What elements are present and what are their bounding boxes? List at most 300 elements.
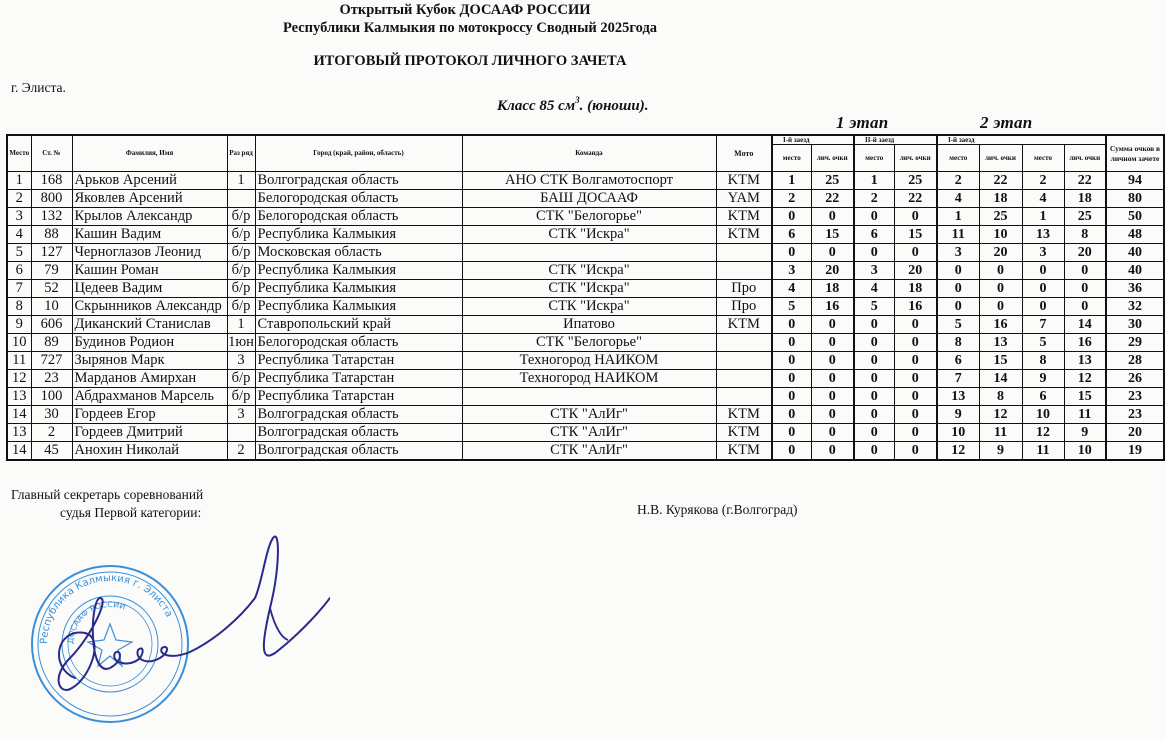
stage-2-label: 2 этап	[980, 113, 1033, 132]
row-total: 26	[1106, 370, 1164, 388]
protocol-title: ИТОГОВЫЙ ПРОТОКОЛ ЛИЧНОГО ЗАЧЕТА	[313, 53, 627, 69]
row-race-points: 13	[1064, 352, 1106, 370]
row-start-no: 800	[31, 190, 72, 208]
row-place: 14	[7, 442, 31, 461]
row-team: СТК "АлИг"	[462, 406, 716, 424]
row-race-points: 20	[894, 262, 937, 280]
row-place: 13	[7, 388, 31, 406]
row-city: Республика Татарстан	[255, 352, 462, 370]
row-race-place: 6	[1022, 388, 1064, 406]
row-race-points: 16	[1064, 334, 1106, 352]
row-race-points: 20	[979, 244, 1022, 262]
row-race-place: 0	[772, 316, 811, 334]
col-header-moto: Мото	[716, 135, 772, 172]
stamp-inner-text: ДОСААФ РОССИИ	[65, 599, 127, 645]
row-race-points: 9	[979, 442, 1022, 461]
row-race-place: 4	[772, 280, 811, 298]
row-race-points: 9	[1064, 424, 1106, 442]
row-place: 5	[7, 244, 31, 262]
row-race-points: 25	[894, 172, 937, 190]
row-race-place: 13	[937, 388, 979, 406]
row-team: СТК "АлИг"	[462, 442, 716, 461]
row-city: Московская область	[255, 244, 462, 262]
row-race-place: 0	[937, 298, 979, 316]
col-header-place: Место	[7, 135, 31, 172]
row-start-no: 2	[31, 424, 72, 442]
row-race-place: 3	[772, 262, 811, 280]
row-team: СТК "Искра"	[462, 298, 716, 316]
row-name: Гордеев Дмитрий	[72, 424, 227, 442]
row-name: Будинов Родион	[72, 334, 227, 352]
row-place: 9	[7, 316, 31, 334]
row-race-points: 11	[1064, 406, 1106, 424]
row-race-place: 0	[854, 370, 894, 388]
city-label: г. Элиста.	[11, 80, 66, 95]
row-race-place: 4	[1022, 190, 1064, 208]
row-race-place: 0	[1022, 298, 1064, 316]
row-city: Белогородская область	[255, 208, 462, 226]
row-race-place: 8	[1022, 352, 1064, 370]
row-race-place: 7	[1022, 316, 1064, 334]
row-start-no: 45	[31, 442, 72, 461]
table-row	[7, 442, 1164, 461]
row-total: 94	[1106, 172, 1164, 190]
table-row	[7, 262, 1164, 280]
row-team: СТК "Белогорье"	[462, 208, 716, 226]
row-rank: б/р	[227, 370, 255, 388]
row-start-no: 23	[31, 370, 72, 388]
row-rank: 3	[227, 352, 255, 370]
row-race-points: 18	[894, 280, 937, 298]
row-race-points: 0	[811, 370, 854, 388]
row-total: 20	[1106, 424, 1164, 442]
row-rank: б/р	[227, 298, 255, 316]
row-name: Скрынников Александр	[72, 298, 227, 316]
row-moto: KTM	[716, 208, 772, 226]
row-race-place: 0	[772, 334, 811, 352]
row-race-points: 0	[894, 352, 937, 370]
row-team: СТК "АлИг"	[462, 424, 716, 442]
row-team	[462, 388, 716, 406]
row-total: 40	[1106, 262, 1164, 280]
row-race-place: 2	[854, 190, 894, 208]
col-header-total: Сумма очков в личном зачете	[1106, 135, 1164, 172]
row-start-no: 727	[31, 352, 72, 370]
row-total: 48	[1106, 226, 1164, 244]
table-row	[7, 244, 1164, 262]
row-team: СТК "Искра"	[462, 280, 716, 298]
row-total: 50	[1106, 208, 1164, 226]
row-race-points: 15	[1064, 388, 1106, 406]
row-start-no: 79	[31, 262, 72, 280]
row-race-place: 6	[772, 226, 811, 244]
row-moto	[716, 244, 772, 262]
row-race-place: 3	[854, 262, 894, 280]
row-race-place: 11	[1022, 442, 1064, 461]
row-race-points: 22	[894, 190, 937, 208]
row-place: 4	[7, 226, 31, 244]
row-rank: б/р	[227, 226, 255, 244]
col-header-name: Фамилия, Имя	[72, 135, 227, 172]
row-total: 40	[1106, 244, 1164, 262]
row-team: АНО СТК Волгамотоспорт	[462, 172, 716, 190]
row-race-place: 0	[772, 442, 811, 461]
row-race-place: 0	[772, 424, 811, 442]
row-race-points: 16	[894, 298, 937, 316]
row-name: Кашин Вадим	[72, 226, 227, 244]
row-race-points: 0	[894, 424, 937, 442]
row-race-points: 0	[894, 208, 937, 226]
row-team: СТК "Искра"	[462, 226, 716, 244]
row-total: 19	[1106, 442, 1164, 461]
row-race-place: 0	[772, 370, 811, 388]
row-race-points: 15	[894, 226, 937, 244]
row-race-place: 0	[1022, 280, 1064, 298]
row-place: 1	[7, 172, 31, 190]
row-race-points: 0	[1064, 298, 1106, 316]
row-race-points: 0	[811, 388, 854, 406]
row-start-no: 10	[31, 298, 72, 316]
row-rank: б/р	[227, 262, 255, 280]
row-race-place: 3	[937, 244, 979, 262]
col-header-mesto: место	[772, 145, 811, 172]
row-race-place: 2	[1022, 172, 1064, 190]
row-race-place: 5	[1022, 334, 1064, 352]
row-rank: 1	[227, 316, 255, 334]
row-city: Волгоградская область	[255, 424, 462, 442]
row-race-points: 20	[811, 262, 854, 280]
col-header-race-1: I-й заезд	[772, 135, 854, 145]
row-name: Анохин Николай	[72, 442, 227, 461]
document-subtitle: Республики Калмыкия по мотокроссу Сводный 2025года	[282, 20, 658, 36]
row-race-place: 12	[1022, 424, 1064, 442]
row-start-no: 127	[31, 244, 72, 262]
row-team: СТК "Искра"	[462, 262, 716, 280]
class-suffix: . (юноши).	[579, 98, 649, 114]
secretary-title: Главный секретарь соревнований	[11, 487, 204, 502]
row-race-points: 0	[811, 406, 854, 424]
row-race-points: 0	[894, 388, 937, 406]
row-race-place: 9	[1022, 370, 1064, 388]
row-total: 30	[1106, 316, 1164, 334]
secretary-category: судья Первой категории:	[60, 505, 202, 520]
row-rank: б/р	[227, 244, 255, 262]
table-row	[7, 298, 1164, 316]
table-row	[7, 370, 1164, 388]
row-total: 23	[1106, 388, 1164, 406]
row-race-place: 0	[854, 388, 894, 406]
row-race-points: 0	[811, 208, 854, 226]
row-name: Цедеев Вадим	[72, 280, 227, 298]
row-race-place: 2	[937, 172, 979, 190]
row-place: 6	[7, 262, 31, 280]
col-header-team: Команда	[462, 135, 716, 172]
row-total: 23	[1106, 406, 1164, 424]
row-race-place: 9	[937, 406, 979, 424]
row-name: Диканский Станислав	[72, 316, 227, 334]
row-race-place: 0	[854, 316, 894, 334]
row-race-points: 22	[979, 172, 1022, 190]
row-team	[462, 244, 716, 262]
row-total: 36	[1106, 280, 1164, 298]
table-row	[7, 226, 1164, 244]
row-race-place: 0	[854, 442, 894, 461]
table-row	[7, 316, 1164, 334]
row-name: Зырянов Марк	[72, 352, 227, 370]
row-race-points: 10	[979, 226, 1022, 244]
table-row	[7, 352, 1164, 370]
row-rank: б/р	[227, 388, 255, 406]
row-race-place: 0	[854, 406, 894, 424]
row-race-place: 12	[937, 442, 979, 461]
col-header-points: лич. очки	[1064, 145, 1106, 172]
row-city: Ставропольский край	[255, 316, 462, 334]
row-total: 29	[1106, 334, 1164, 352]
row-moto: KTM	[716, 424, 772, 442]
row-race-points: 18	[1064, 190, 1106, 208]
row-rank: 2	[227, 442, 255, 461]
row-race-points: 18	[979, 190, 1022, 208]
table-row	[7, 190, 1164, 208]
stamp-outer-text: Республика Калмыкия г. Элиста	[38, 572, 175, 645]
row-race-place: 0	[772, 244, 811, 262]
row-moto: KTM	[716, 226, 772, 244]
row-moto: Про	[716, 280, 772, 298]
row-race-place: 5	[854, 298, 894, 316]
row-rank: 3	[227, 406, 255, 424]
row-moto: KTM	[716, 316, 772, 334]
row-city: Белогородская область	[255, 190, 462, 208]
row-city: Республика Татарстан	[255, 370, 462, 388]
row-rank	[227, 424, 255, 442]
row-race-place: 0	[1022, 262, 1064, 280]
row-city: Белогородская область	[255, 334, 462, 352]
row-moto	[716, 370, 772, 388]
row-race-place: 1	[937, 208, 979, 226]
col-header-mesto: место	[937, 145, 979, 172]
table-row	[7, 388, 1164, 406]
row-team: БАШ ДОСААФ	[462, 190, 716, 208]
row-moto: YAM	[716, 190, 772, 208]
row-race-points: 0	[979, 298, 1022, 316]
row-race-place: 1	[772, 172, 811, 190]
col-header-mesto: место	[854, 145, 894, 172]
col-header-race-3: I-й заезд	[937, 135, 1106, 145]
row-start-no: 30	[31, 406, 72, 424]
row-place: 2	[7, 190, 31, 208]
row-race-place: 1	[1022, 208, 1064, 226]
row-place: 13	[7, 424, 31, 442]
row-race-place: 4	[937, 190, 979, 208]
row-race-place: 13	[1022, 226, 1064, 244]
row-race-points: 11	[979, 424, 1022, 442]
row-race-points: 25	[811, 172, 854, 190]
row-place: 3	[7, 208, 31, 226]
row-city: Республика Калмыкия	[255, 262, 462, 280]
row-city: Волгоградская область	[255, 406, 462, 424]
row-race-place: 0	[937, 280, 979, 298]
row-race-place: 5	[937, 316, 979, 334]
row-place: 11	[7, 352, 31, 370]
class-prefix: Класс 85 см	[497, 98, 576, 114]
table-row	[7, 334, 1164, 352]
row-race-points: 0	[979, 262, 1022, 280]
row-race-points: 22	[811, 190, 854, 208]
row-race-points: 0	[811, 352, 854, 370]
row-team: Ипатово	[462, 316, 716, 334]
row-race-points: 16	[811, 298, 854, 316]
row-race-place: 2	[772, 190, 811, 208]
row-moto: KTM	[716, 406, 772, 424]
row-start-no: 89	[31, 334, 72, 352]
col-header-mesto: место	[1022, 145, 1064, 172]
row-race-place: 0	[772, 208, 811, 226]
row-rank	[227, 190, 255, 208]
row-race-points: 18	[811, 280, 854, 298]
row-race-points: 0	[894, 244, 937, 262]
row-name: Черноглазов Леонид	[72, 244, 227, 262]
row-race-points: 14	[1064, 316, 1106, 334]
col-header-start-no: Ст. №	[31, 135, 72, 172]
row-race-points: 0	[894, 334, 937, 352]
row-race-place: 0	[854, 424, 894, 442]
row-race-place: 0	[854, 352, 894, 370]
row-total: 28	[1106, 352, 1164, 370]
row-rank: 1	[227, 172, 255, 190]
row-race-place: 0	[854, 244, 894, 262]
row-race-points: 25	[979, 208, 1022, 226]
col-header-race-2: II-й заезд	[854, 135, 937, 145]
row-race-place: 3	[1022, 244, 1064, 262]
row-race-place: 0	[772, 352, 811, 370]
row-race-points: 14	[979, 370, 1022, 388]
row-moto	[716, 352, 772, 370]
row-race-points: 13	[979, 334, 1022, 352]
row-start-no: 88	[31, 226, 72, 244]
row-name: Гордеев Егор	[72, 406, 227, 424]
table-row	[7, 172, 1164, 190]
row-race-points: 12	[1064, 370, 1106, 388]
row-total: 80	[1106, 190, 1164, 208]
row-place: 14	[7, 406, 31, 424]
col-header-points: лич. очки	[811, 145, 854, 172]
row-moto: KTM	[716, 172, 772, 190]
row-race-points: 0	[811, 316, 854, 334]
table-row	[7, 424, 1164, 442]
row-place: 7	[7, 280, 31, 298]
class-label	[497, 95, 649, 115]
stage-1-label: 1 этап	[836, 113, 889, 132]
row-place: 10	[7, 334, 31, 352]
row-start-no: 132	[31, 208, 72, 226]
table-row	[7, 406, 1164, 424]
row-race-points: 16	[979, 316, 1022, 334]
signature	[30, 528, 330, 718]
table-row	[7, 280, 1164, 298]
row-city: Волгоградская область	[255, 172, 462, 190]
row-moto	[716, 334, 772, 352]
row-race-points: 22	[1064, 172, 1106, 190]
col-header-city: Город (край, район, область)	[255, 135, 462, 172]
row-race-place: 0	[772, 406, 811, 424]
row-race-points: 0	[811, 442, 854, 461]
table-row	[7, 208, 1164, 226]
row-name: Абдрахманов Марсель	[72, 388, 227, 406]
row-race-points: 15	[811, 226, 854, 244]
row-city: Республика Калмыкия	[255, 298, 462, 316]
row-start-no: 606	[31, 316, 72, 334]
row-moto: KTM	[716, 442, 772, 461]
row-city: Республика Калмыкия	[255, 226, 462, 244]
row-race-points: 12	[979, 406, 1022, 424]
row-race-points: 8	[1064, 226, 1106, 244]
row-race-points: 0	[979, 280, 1022, 298]
row-race-points: 0	[894, 370, 937, 388]
row-race-points: 0	[894, 406, 937, 424]
row-race-place: 6	[937, 352, 979, 370]
row-city: Волгоградская область	[255, 442, 462, 461]
row-race-place: 8	[937, 334, 979, 352]
row-race-place: 7	[937, 370, 979, 388]
judge-name: Н.В. Курякова (г.Волгоград)	[637, 502, 798, 517]
row-place: 12	[7, 370, 31, 388]
row-race-points: 0	[1064, 280, 1106, 298]
row-start-no: 168	[31, 172, 72, 190]
row-race-place: 10	[1022, 406, 1064, 424]
row-moto	[716, 262, 772, 280]
row-start-no: 100	[31, 388, 72, 406]
col-header-points: лич. очки	[979, 145, 1022, 172]
row-name: Крылов Александр	[72, 208, 227, 226]
row-race-place: 0	[854, 208, 894, 226]
row-race-points: 8	[979, 388, 1022, 406]
col-header-rank: Раз ряд	[227, 135, 255, 172]
row-name: Арьков Арсений	[72, 172, 227, 190]
row-total: 32	[1106, 298, 1164, 316]
row-city: Республика Татарстан	[255, 388, 462, 406]
row-moto: Про	[716, 298, 772, 316]
row-race-points: 0	[811, 424, 854, 442]
row-city: Республика Калмыкия	[255, 280, 462, 298]
row-race-place: 0	[854, 334, 894, 352]
row-race-points: 25	[1064, 208, 1106, 226]
row-race-place: 0	[772, 388, 811, 406]
row-race-place: 6	[854, 226, 894, 244]
row-race-place: 4	[854, 280, 894, 298]
row-moto	[716, 388, 772, 406]
class-superscript: 3	[575, 95, 580, 105]
row-start-no: 52	[31, 280, 72, 298]
row-race-points: 0	[1064, 262, 1106, 280]
row-race-place: 0	[937, 262, 979, 280]
row-race-points: 0	[894, 442, 937, 461]
row-team: СТК "Белогорье"	[462, 334, 716, 352]
row-team: Техногород НАИКОМ	[462, 352, 716, 370]
col-header-points: лич. очки	[894, 145, 937, 172]
row-race-points: 15	[979, 352, 1022, 370]
row-race-points: 0	[894, 316, 937, 334]
row-race-place: 1	[854, 172, 894, 190]
row-race-place: 5	[772, 298, 811, 316]
row-team: Техногород НАИКОМ	[462, 370, 716, 388]
row-place: 8	[7, 298, 31, 316]
row-name: Яковлев Арсений	[72, 190, 227, 208]
row-rank: б/р	[227, 208, 255, 226]
results-table	[6, 134, 1165, 461]
row-race-points: 0	[811, 334, 854, 352]
row-name: Кашин Роман	[72, 262, 227, 280]
row-race-points: 20	[1064, 244, 1106, 262]
